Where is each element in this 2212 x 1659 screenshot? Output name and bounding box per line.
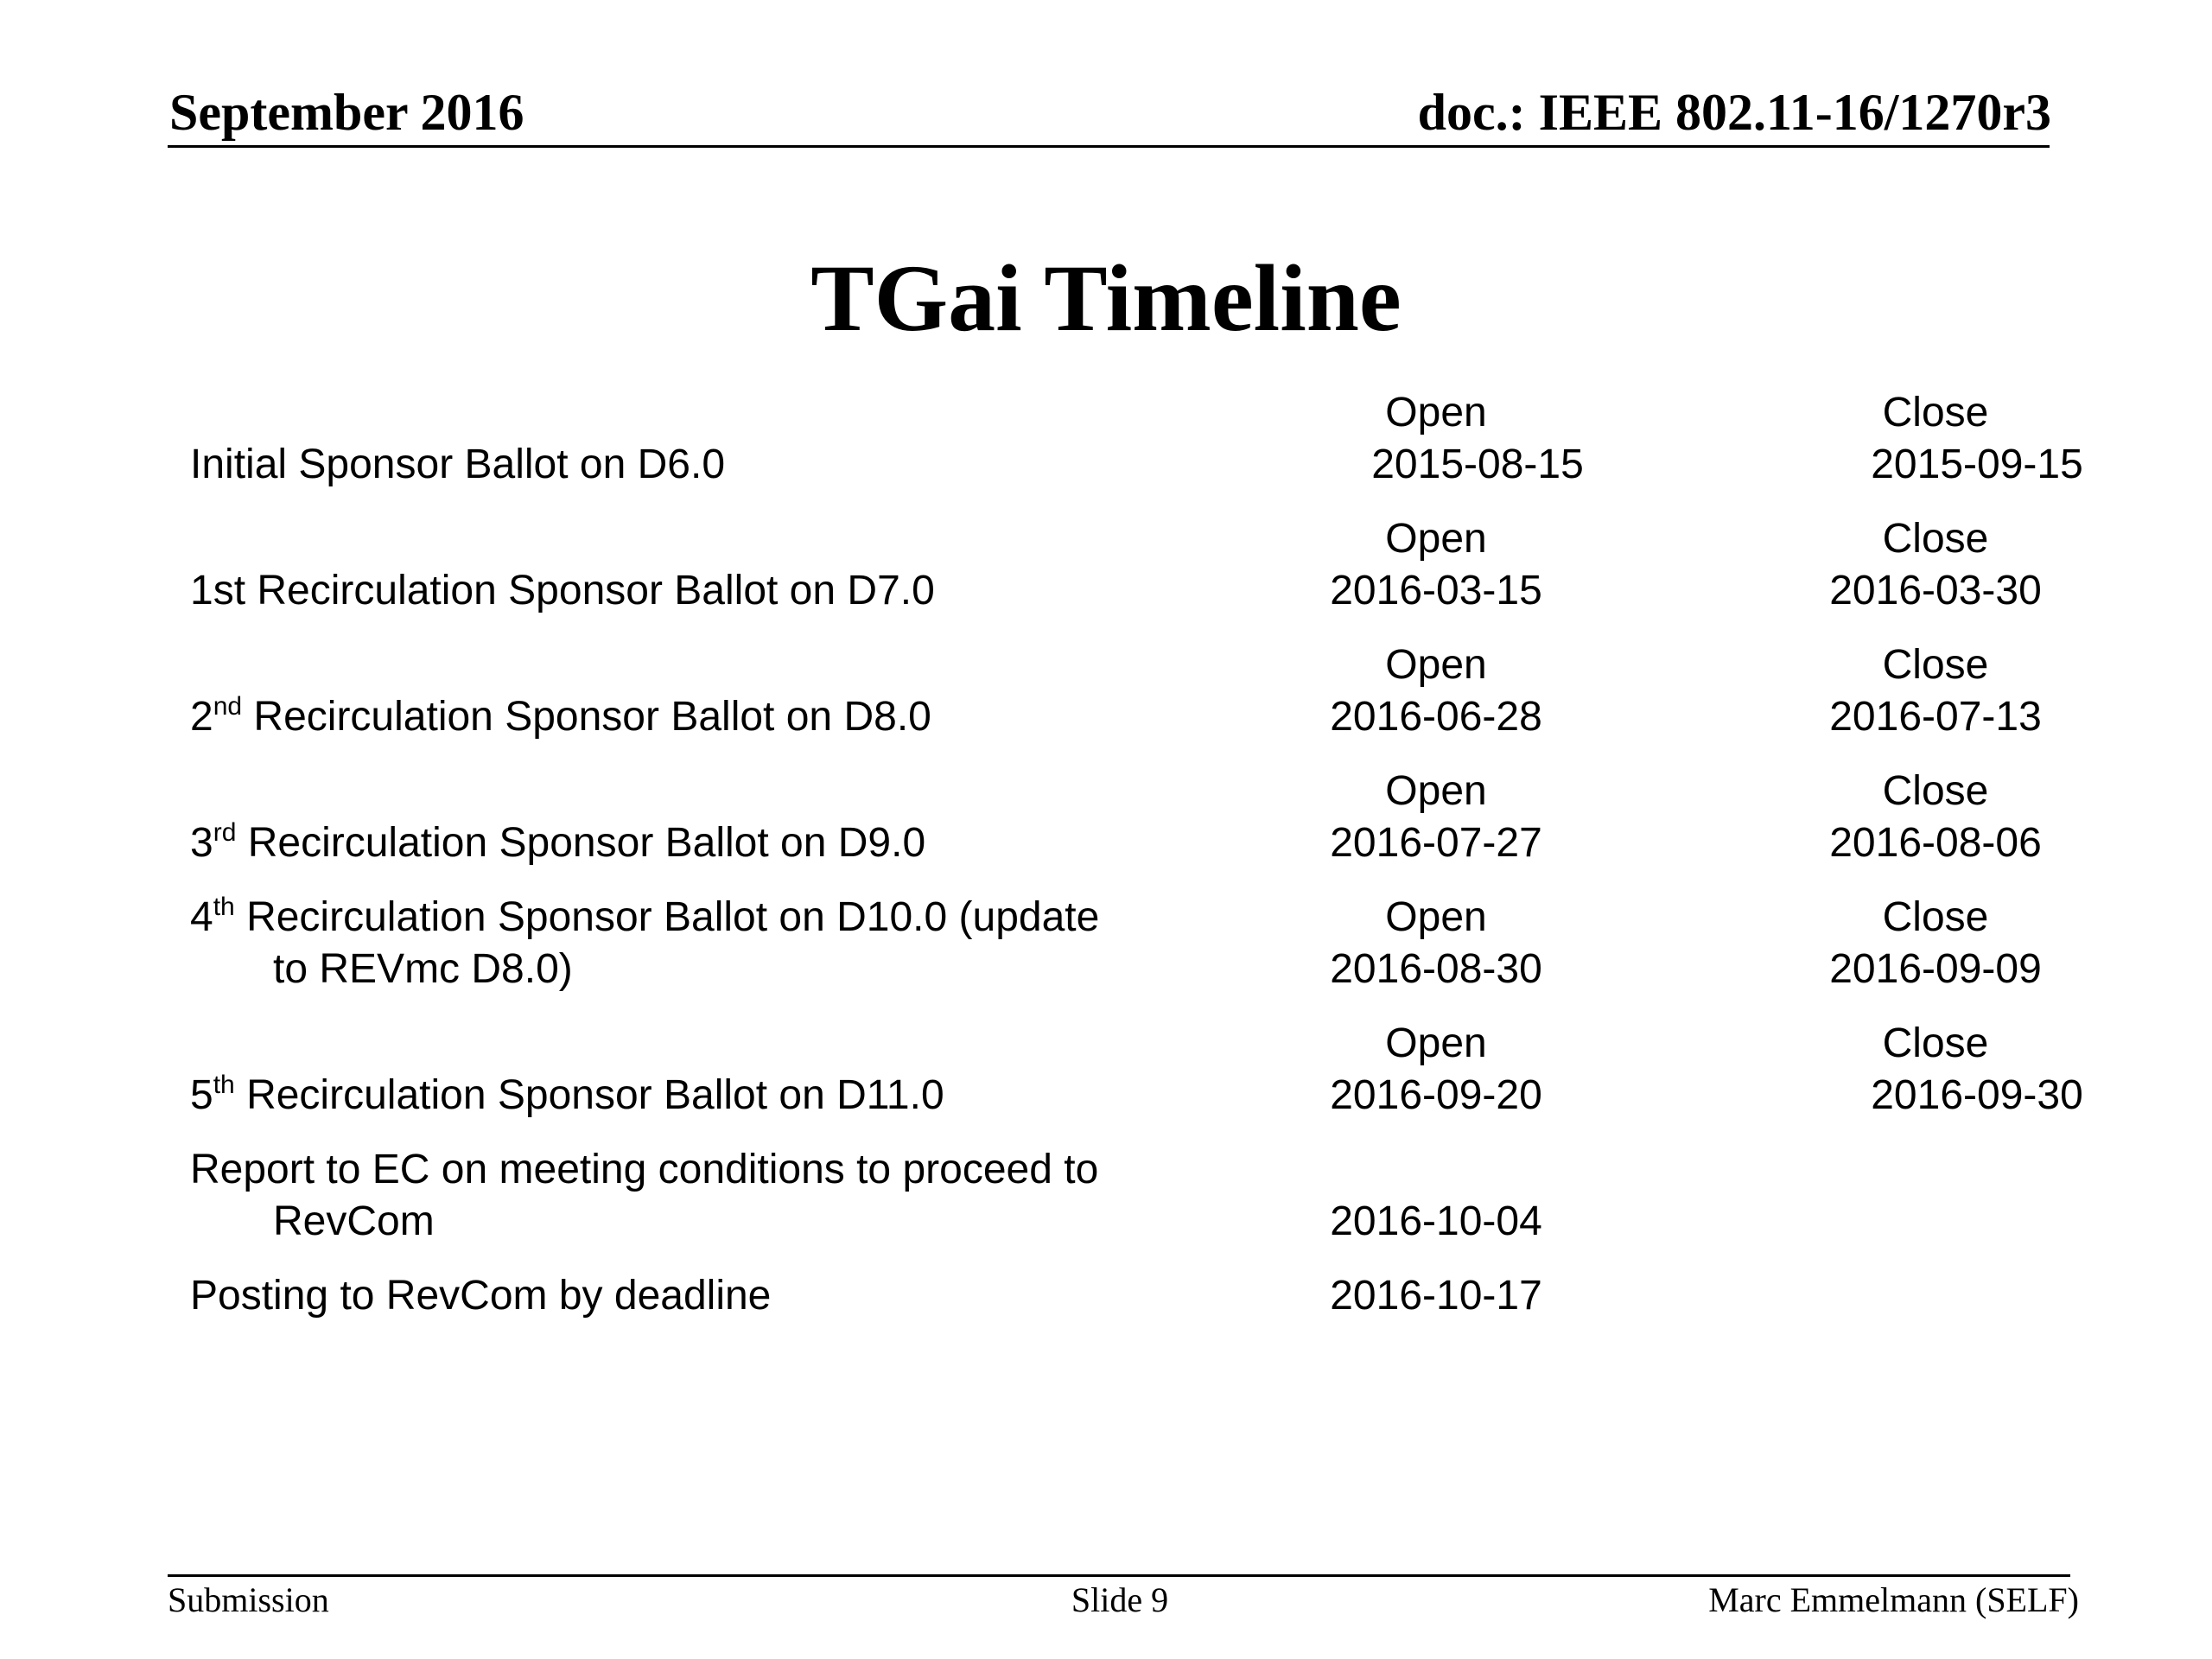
open-date: 2016-06-28	[1330, 694, 1542, 740]
open-date: 2016-07-27	[1330, 820, 1542, 866]
close-label: Close	[1882, 390, 1989, 435]
header-date: September 2016	[169, 84, 524, 141]
open-date: 2016-08-30	[1330, 946, 1542, 992]
open-label: Open	[1385, 768, 1487, 814]
timeline-item-label: 3rd Recirculation Sponsor Ballot on D9.0	[190, 818, 926, 866]
open-date: 2016-03-15	[1330, 568, 1542, 613]
close-label: Close	[1882, 1020, 1989, 1066]
close-label: Close	[1882, 768, 1989, 814]
close-date: 2016-09-30	[1871, 1072, 2083, 1118]
slide-title: TGai Timeline	[810, 245, 1402, 351]
close-date: 2016-03-30	[1829, 568, 2042, 613]
close-label: Close	[1882, 516, 1989, 562]
header-doc-id: doc.: IEEE 802.11-16/1270r3	[1417, 84, 2051, 141]
open-label: Open	[1385, 516, 1487, 562]
footer-submission: Submission	[168, 1580, 329, 1619]
timeline-item-label: Report to EC on meeting conditions to proceed to RevCom	[190, 1147, 1099, 1244]
header-divider	[168, 145, 2050, 148]
close-date: 2015-09-15	[1871, 442, 2083, 487]
timeline-item-label: Posting to RevCom by deadline	[190, 1273, 772, 1319]
open-label: Open	[1385, 1020, 1487, 1066]
close-date: 2016-07-13	[1829, 694, 2042, 740]
close-date: 2016-09-09	[1829, 946, 2042, 992]
close-date: 2016-08-06	[1829, 820, 2042, 866]
close-label: Close	[1882, 894, 1989, 940]
footer-slide-number: Slide 9	[1071, 1580, 1169, 1619]
timeline-item-label: 2nd Recirculation Sponsor Ballot on D8.0	[190, 692, 931, 740]
open-label: Open	[1385, 894, 1487, 940]
open-label: Open	[1385, 642, 1487, 688]
milestone-date: 2016-10-04	[1330, 1198, 1542, 1244]
timeline-item-label: 1st Recirculation Sponsor Ballot on D7.0	[190, 568, 935, 613]
footer-divider	[168, 1574, 2070, 1577]
milestone-date: 2016-10-17	[1330, 1273, 1542, 1319]
open-label: Open	[1385, 390, 1487, 435]
open-date: 2015-08-15	[1371, 442, 1584, 487]
close-label: Close	[1882, 642, 1989, 688]
timeline-item-label: 5th Recirculation Sponsor Ballot on D11.0	[190, 1071, 944, 1118]
footer-author: Marc Emmelmann (SELF)	[1708, 1580, 2079, 1619]
open-date: 2016-09-20	[1330, 1072, 1542, 1118]
timeline-item-label: 4th Recirculation Sponsor Ballot on D10.0 (update to REVmc D8.0)	[190, 893, 1100, 992]
timeline-item-label: Initial Sponsor Ballot on D6.0	[190, 442, 726, 487]
